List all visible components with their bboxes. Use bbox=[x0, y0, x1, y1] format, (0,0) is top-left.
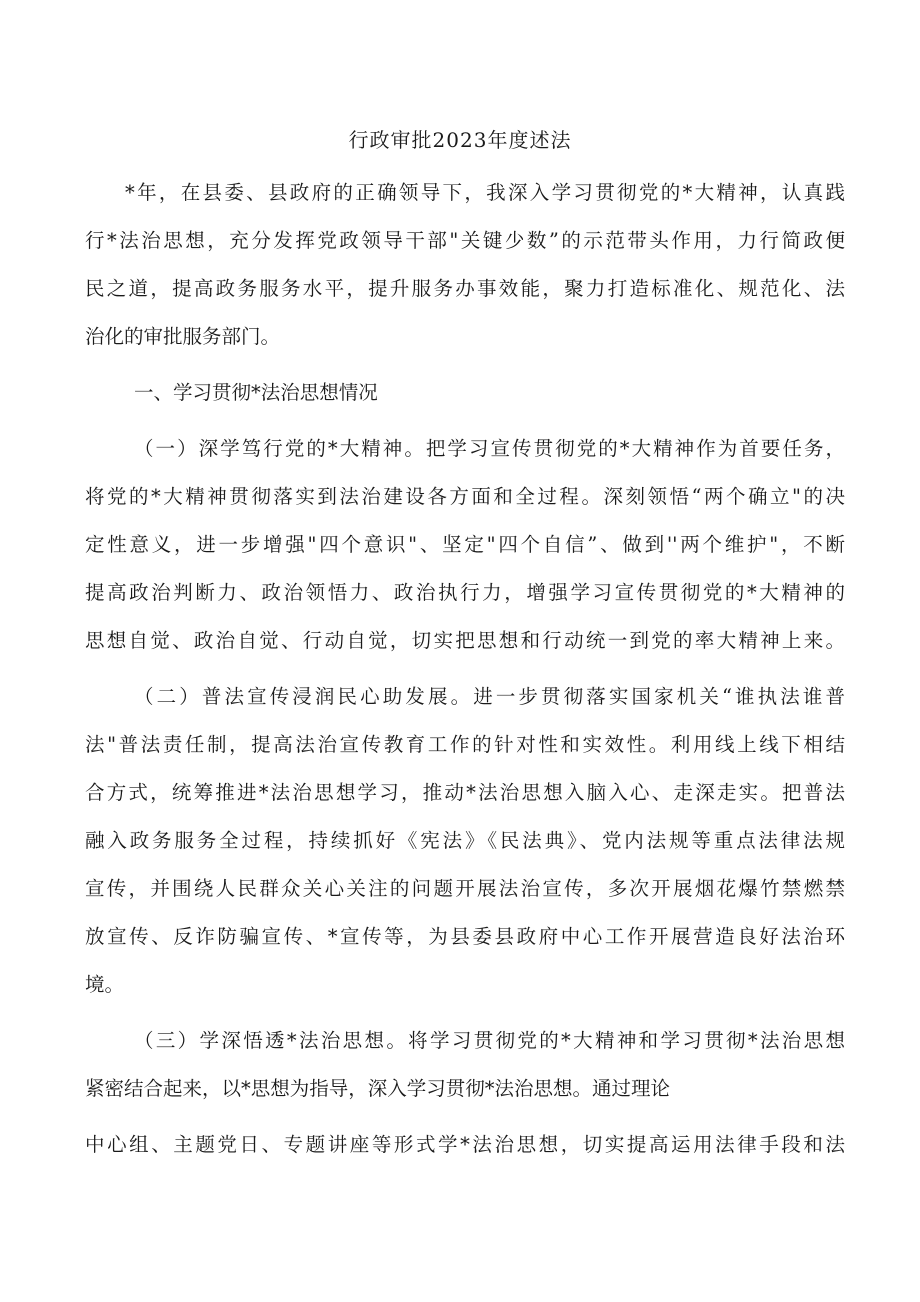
paragraph-3-line-1: （二）普法宣传浸润民心助发展。进一步贯彻落实国家机关“谁执法谁普 bbox=[134, 685, 845, 708]
section-heading-1: 一、学习贯彻*法治思想情况 bbox=[134, 381, 378, 404]
paragraph-3-line-3: 合方式，统筹推进*法治思想学习，推动*法治思想入脑入心、走深走实。把普法 bbox=[85, 781, 845, 804]
paragraph-1-line-2: 行*法治思想，充分发挥党政领导干部"关键少数”的示范带头作用，力行简政便 bbox=[85, 229, 845, 252]
paragraph-2-line-4: 提高政治判断力、政治领悟力、政治执行力，增强学习宣传贯彻党的*大精神的 bbox=[85, 581, 845, 604]
document-title: 行政审批2023年度述法 bbox=[348, 128, 572, 152]
paragraph-4-line-2: 紧密结合起来，以*思想为指导，深入学习贯彻*法治思想。通过理论 bbox=[85, 1077, 671, 1100]
paragraph-3-line-4: 融入政务服务全过程，持续抓好《宪法》《民法典》、党内法规等重点法律法规 bbox=[85, 829, 845, 852]
paragraph-2-line-3: 定性意义，进一步增强"四个意识"、坚定"四个自信”、做到''两个维护"，不断 bbox=[85, 533, 845, 556]
paragraph-3-line-7: 境。 bbox=[85, 973, 125, 996]
paragraph-2-line-2: 将党的*大精神贯彻落实到法治建设各方面和全过程。深刻领悟“两个确立"的决 bbox=[85, 485, 845, 508]
paragraph-1-line-3: 民之道，提高政务服务水平，提升服务办事效能，聚力打造标准化、规范化、法 bbox=[85, 277, 845, 300]
paragraph-1-line-1: *年，在县委、县政府的正确领导下，我深入学习贯彻党的*大精神，认真践 bbox=[125, 181, 845, 204]
paragraph-1-line-4: 治化的审批服务部门。 bbox=[85, 325, 281, 348]
paragraph-2-line-5: 思想自觉、政治自觉、行动自觉，切实把思想和行动统一到党的率大精神上来。 bbox=[85, 629, 845, 652]
paragraph-3-line-5: 宣传，并围绕人民群众关心关注的问题开展法治宣传，多次开展烟花爆竹禁燃禁 bbox=[85, 877, 845, 900]
paragraph-3-line-2: 法"普法责任制，提高法治宣传教育工作的针对性和实效性。利用线上线下相结 bbox=[85, 733, 845, 756]
paragraph-4-line-3: 中心组、主题党日、专题讲座等形式学*法治思想，切实提高运用法律手段和法 bbox=[85, 1133, 845, 1156]
paragraph-4-line-1: （三）学深悟透*法治思想。将学习贯彻党的*大精神和学习贯彻*法治思想 bbox=[134, 1029, 845, 1052]
paragraph-2-line-1: （一）深学笃行党的*大精神。把学习宣传贯彻党的*大精神作为首要任务， bbox=[134, 437, 845, 460]
paragraph-3-line-6: 放宣传、反诈防骗宣传、*宣传等，为县委县政府中心工作开展营造良好法治环 bbox=[85, 925, 845, 948]
